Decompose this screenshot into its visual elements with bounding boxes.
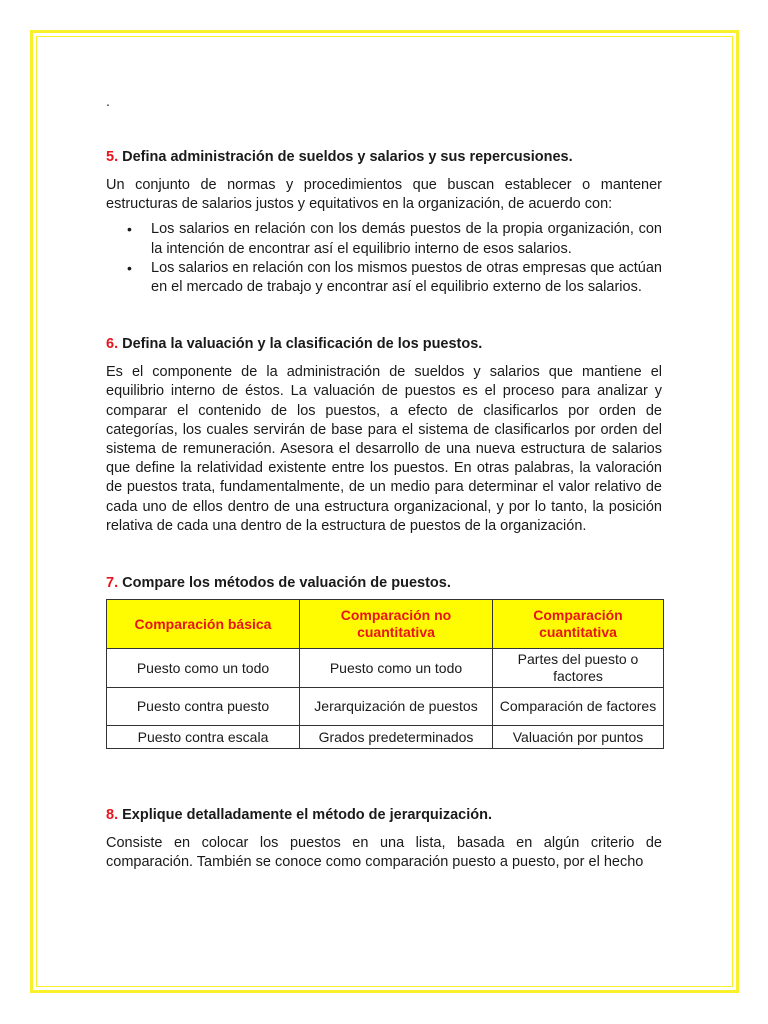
question-8-body: Consiste en colocar los puestos en una lista, basada en algún criterio de comparación. También se conoce como comparación puesto a puesto, por el hecho bbox=[106, 835, 662, 871]
table-row bbox=[107, 649, 664, 688]
table-header-row bbox=[107, 600, 664, 649]
question-7-heading bbox=[106, 574, 662, 592]
table-header-cell: Comparación cuantitativa bbox=[493, 600, 664, 649]
table-row bbox=[107, 726, 664, 749]
question-6-number: 6. bbox=[106, 336, 119, 353]
table-cell: Puesto como un todo bbox=[107, 649, 300, 688]
question-5-intro: Un conjunto de normas y procedimientos que buscan establecer o mantener estructuras de salarios justos y equitativos en la organización, de acuerdo con: bbox=[106, 177, 662, 213]
question-8 bbox=[106, 806, 662, 872]
question-8-heading bbox=[106, 806, 662, 824]
question-8-title: Explique detalladamente el método de jerarquización. bbox=[122, 807, 492, 824]
leading-mark: . bbox=[106, 93, 110, 109]
comparison-table bbox=[106, 599, 664, 749]
list-item: • Los salarios en relación con los demás puestos de la propia organización, con la intención de encontrar así el equilibrio interno de esos salarios. bbox=[151, 220, 662, 258]
table-header-cell: Comparación no cuantitativa bbox=[300, 600, 493, 649]
table-cell: Partes del puesto o factores bbox=[493, 649, 664, 688]
question-5-title: Defina administración de sueldos y salarios y sus repercusiones. bbox=[122, 149, 573, 165]
question-7 bbox=[106, 574, 662, 749]
question-5-bullet-list bbox=[106, 220, 662, 297]
table-cell: Valuación por puntos bbox=[493, 726, 664, 749]
list-item: • Los salarios en relación con los mismos puestos de otras empresas que actúan en el mercado de trabajo y encontrar así el equilibrio externo de los salarios. bbox=[151, 259, 662, 297]
table-cell: Comparación de factores bbox=[493, 688, 664, 726]
question-5-heading bbox=[106, 148, 662, 166]
table-cell: Jerarquización de puestos bbox=[300, 688, 493, 726]
table-cell: Puesto como un todo bbox=[300, 649, 493, 688]
question-6-title: Defina la valuación y la clasificación de los puestos. bbox=[122, 336, 483, 353]
document-body bbox=[106, 92, 662, 872]
table-row bbox=[107, 688, 664, 726]
question-6-heading bbox=[106, 335, 662, 353]
table-cell: Puesto contra puesto bbox=[107, 688, 300, 726]
question-5-number: 5. bbox=[106, 149, 119, 165]
question-7-title: Compare los métodos de valuación de puestos. bbox=[122, 575, 451, 592]
table-cell: Puesto contra escala bbox=[107, 726, 300, 749]
question-8-number: 8. bbox=[106, 807, 119, 824]
question-6-body: Es el componente de la administración de sueldos y salarios que mantiene el equilibrio interno de éstos. La valuación de puestos es el proceso para analizar y comparar el contenido de los puestos, a efecto de clasificarlos por orden de categorías, los cuales servirán de base para el sistema de clasificarlos por orden del sistema de remuneración. Asesora el desarrollo de una nueva estructura de salarios que define la relatividad existente entre los puestos. En otras palabras, la valoración de puestos trata, fundamentalmente, de un medio para determinar el valor relativo de cada uno de ellos dentro de una estructura organizacional, y por lo tanto, la posición relativa de cada una dentro de la estructura de puestos de la organización. bbox=[106, 364, 662, 534]
table-header-cell: Comparación básica bbox=[107, 600, 300, 649]
question-6 bbox=[106, 335, 662, 536]
question-5 bbox=[106, 148, 662, 297]
question-7-number: 7. bbox=[106, 575, 119, 592]
table-cell: Grados predeterminados bbox=[300, 726, 493, 749]
